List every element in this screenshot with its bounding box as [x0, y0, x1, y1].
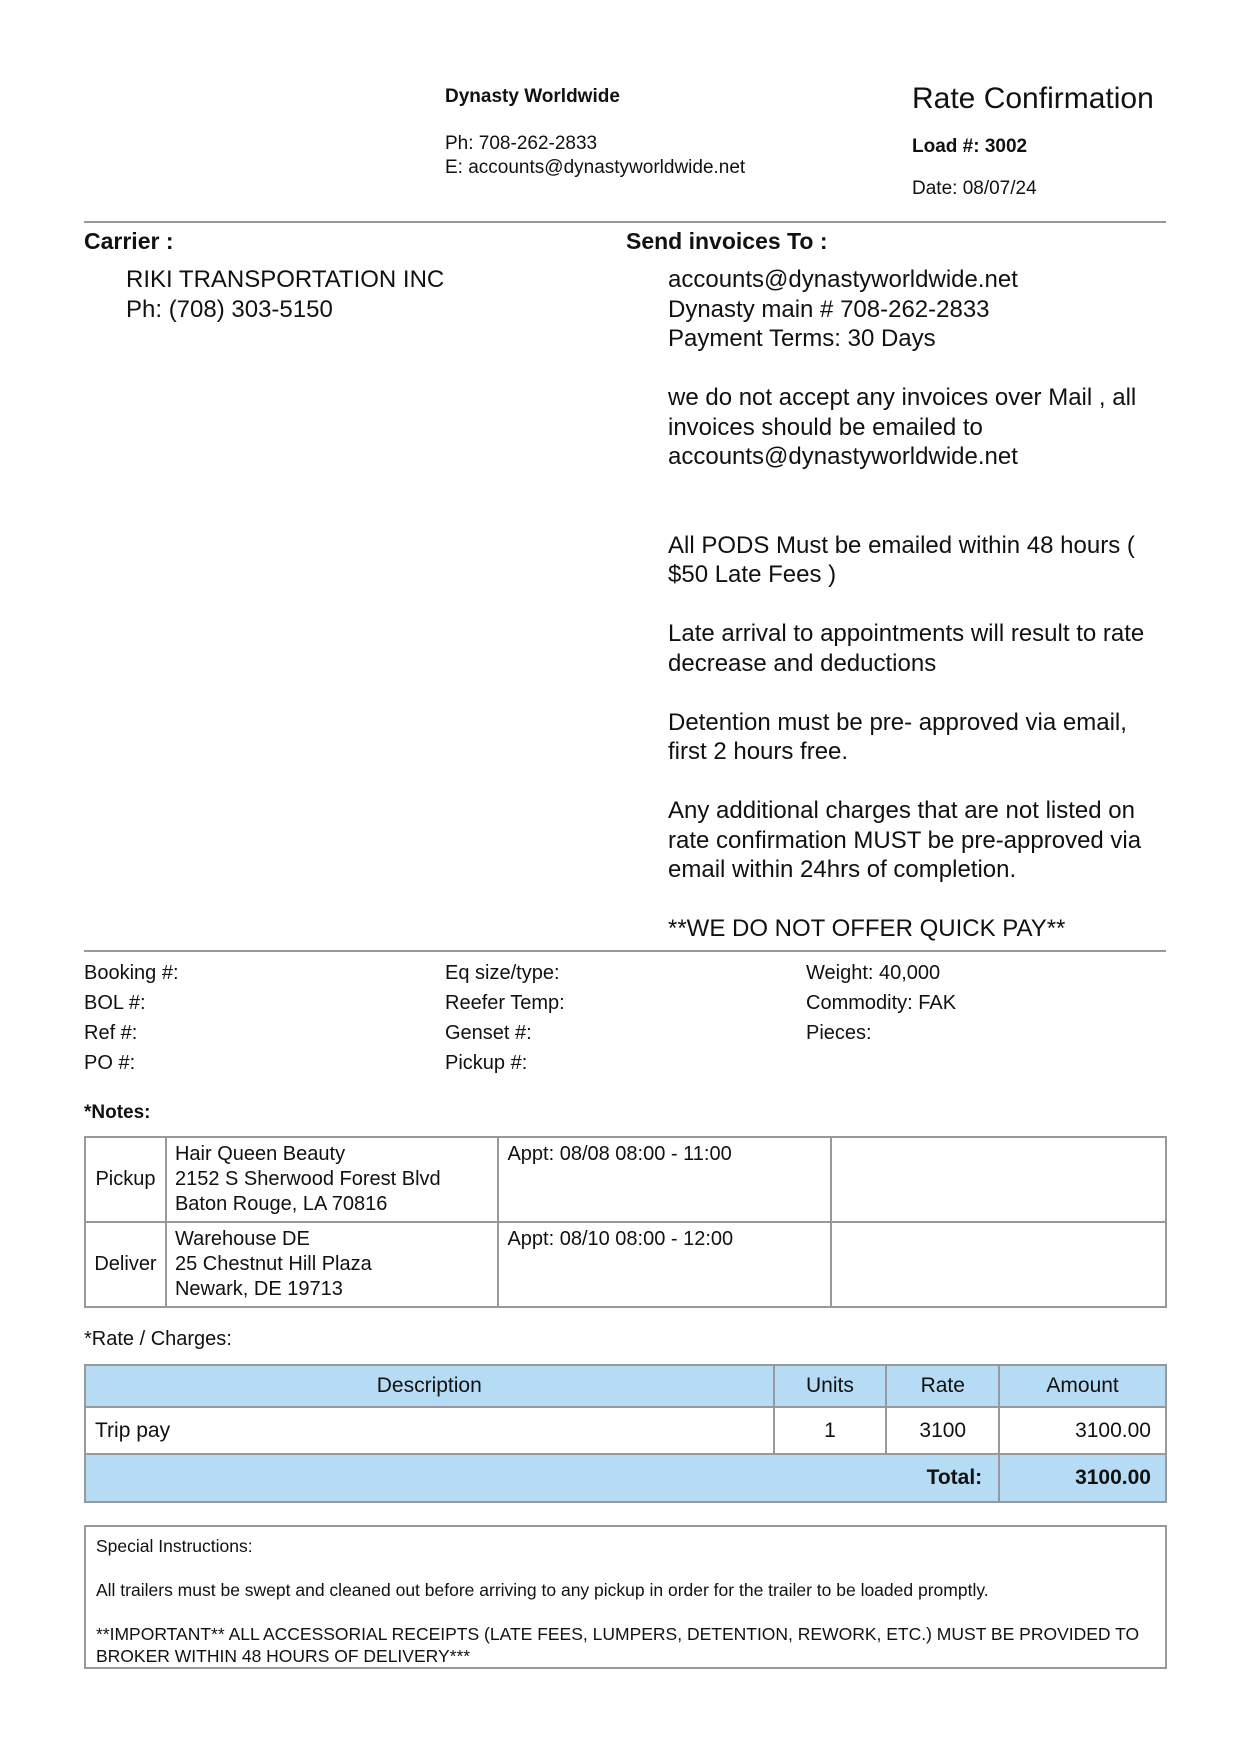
bol-number: BOL #:: [84, 992, 146, 1014]
pods-note: All PODS Must be emailed within 48 hours ( $50 Late Fees ): [668, 531, 1135, 588]
additional-charges-note: Any additional charges that are not listed on rate confirmation MUST be pre-approved via email within 24hrs of completion.: [668, 797, 1142, 883]
special-instructions-line-1: All trailers must be swept and cleaned out before arriving to any pickup in order for the trailer to be loaded promptly.: [96, 1580, 989, 1600]
special-instructions-label: Special Instructions:: [96, 1536, 253, 1556]
table-row: [85, 1222, 1166, 1307]
carrier-name: RIKI TRANSPORTATION INC: [126, 266, 445, 293]
document-date: Date: 08/07/24: [912, 178, 1037, 199]
total-label: Total:: [85, 1454, 999, 1502]
details-divider: [84, 950, 1166, 952]
stop-street: 2152 S Sherwood Forest Blvd: [174, 1168, 441, 1190]
pickup-number: Pickup #:: [445, 1052, 528, 1074]
stop-blank-cell: [831, 1222, 1166, 1307]
carrier-phone: Ph: (708) 303-5150: [126, 296, 333, 323]
booking-number: Booking #:: [84, 962, 179, 984]
detention-note: Detention must be pre- approved via email, first 2 hours free.: [668, 708, 1127, 765]
stop-type: Deliver: [85, 1222, 166, 1307]
page-title: Rate Confirmation: [912, 82, 1154, 115]
charges-table: [84, 1364, 1167, 1503]
stop-street: 25 Chestnut Hill Plaza: [174, 1253, 372, 1275]
special-instructions-line-2: **IMPORTANT** ALL ACCESSORIAL RECEIPTS (LATE FEES, LUMPERS, DETENTION, REWORK, ETC.) MUST BE PROVIDED TO BROKER WITHIN 48 HOURS OF DELIVERY***: [96, 1624, 1140, 1666]
weight: Weight: 40,000: [806, 962, 941, 984]
details-empty-cell: [806, 1052, 1166, 1075]
table-row: [85, 1137, 1166, 1222]
column-header-amount: Amount: [999, 1365, 1166, 1407]
stop-type: Pickup: [85, 1137, 166, 1222]
header-divider: [84, 221, 1166, 223]
company-email: E: accounts@dynastyworldwide.net: [445, 157, 746, 178]
stop-appointment: Appt: 08/10 08:00 - 12:00: [498, 1222, 830, 1307]
invoice-info: [668, 265, 1168, 944]
rate-charges-label: *Rate / Charges:: [84, 1328, 232, 1350]
stop-name: Hair Queen Beauty: [174, 1143, 346, 1165]
late-arrival-note: Late arrival to appointments will result to rate decrease and deductions: [668, 620, 1145, 677]
company-block: [445, 86, 745, 180]
carrier-label: Carrier :: [84, 228, 174, 254]
invoice-email: accounts@dynastyworldwide.net: [668, 266, 1018, 293]
load-number: Load #: 3002: [912, 136, 1028, 157]
stop-address: [166, 1222, 498, 1307]
charge-amount: 3100.00: [999, 1407, 1166, 1454]
mail-note: we do not accept any invoices over Mail , all invoices should be emailed to accounts@dynastyworldwide.net: [668, 384, 1137, 470]
charge-rate: 3100: [886, 1407, 999, 1454]
total-row: [85, 1454, 1166, 1502]
stop-name: Warehouse DE: [174, 1228, 310, 1250]
stop-blank-cell: [831, 1137, 1166, 1222]
shipment-details: [84, 962, 1166, 1075]
pieces: Pieces:: [806, 1022, 872, 1044]
stop-appointment: Appt: 08/08 08:00 - 11:00: [498, 1137, 830, 1222]
payment-terms: Payment Terms: 30 Days: [668, 325, 936, 352]
company-name: Dynasty Worldwide: [445, 86, 620, 107]
commodity: Commodity: FAK: [806, 992, 957, 1014]
table-header-row: [85, 1365, 1166, 1407]
column-header-rate: Rate: [886, 1365, 999, 1407]
total-amount: 3100.00: [999, 1454, 1166, 1502]
column-header-units: Units: [774, 1365, 887, 1407]
charge-units: 1: [774, 1407, 887, 1454]
stop-city: Baton Rouge, LA 70816: [174, 1193, 388, 1215]
company-phone: Ph: 708-262-2833: [445, 133, 598, 154]
carrier-info: [126, 265, 444, 325]
genset-number: Genset #:: [445, 1022, 532, 1044]
reefer-temp: Reefer Temp:: [445, 992, 565, 1014]
equipment-size: Eq size/type:: [445, 962, 560, 984]
notes-label: *Notes:: [84, 1102, 151, 1123]
special-instructions: [84, 1525, 1167, 1669]
po-number: PO #:: [84, 1052, 136, 1074]
document-header: [912, 82, 1154, 200]
stop-address: [166, 1137, 498, 1222]
invoice-label: Send invoices To :: [626, 228, 828, 254]
ref-number: Ref #:: [84, 1022, 138, 1044]
column-header-description: Description: [85, 1365, 774, 1407]
stop-city: Newark, DE 19713: [174, 1278, 343, 1300]
charge-description: Trip pay: [85, 1407, 774, 1454]
quick-pay-note: **WE DO NOT OFFER QUICK PAY**: [668, 915, 1066, 942]
table-row: [85, 1407, 1166, 1454]
invoice-main-number: Dynasty main # 708-262-2833: [668, 295, 990, 323]
stops-table: [84, 1136, 1167, 1308]
